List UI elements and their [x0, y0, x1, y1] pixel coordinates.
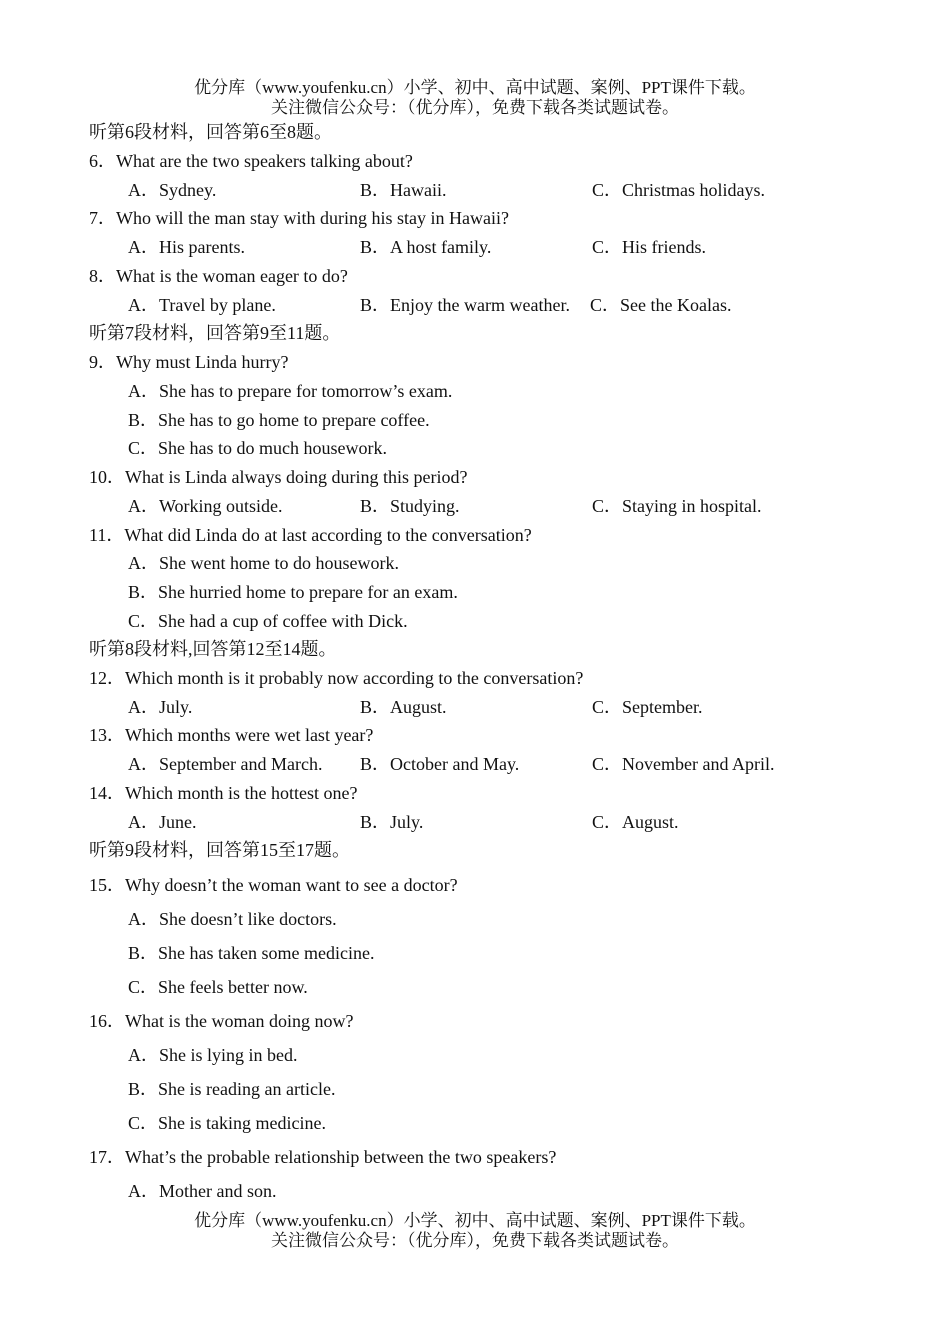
q11-option-a: A．She went home to do housework.: [128, 553, 399, 573]
q14-option-b: B．July.: [360, 812, 424, 832]
q9-option-c: C．She has to do much housework.: [128, 438, 387, 458]
q9-option-b: B．She has to go home to prepare coffee.: [128, 410, 430, 430]
question-9: 9．Why must Linda hurry?: [89, 352, 289, 372]
question-14: 14．Which month is the hottest one?: [89, 783, 358, 803]
q6-option-a: A．Sydney.: [128, 180, 217, 200]
q16-option-c: C．She is taking medicine.: [128, 1113, 326, 1133]
footer-line-2: 关注微信公众号：（优分库），免费下载各类试题试卷。: [271, 1231, 679, 1250]
section-heading-9: 听第9段材料，回答第15至17题。: [89, 840, 350, 860]
q12-option-a: A．July.: [128, 697, 193, 717]
page-footer: [0, 1211, 950, 1251]
section-heading-7: 听第7段材料，回答第9至11题。: [89, 323, 341, 343]
section-heading-6: 听第6段材料，回答第6至8题。: [89, 122, 332, 142]
q13-option-a: A．September and March.: [128, 754, 323, 774]
q15-option-a: A．She doesn’t like doctors.: [128, 909, 337, 929]
q7-option-a: A．His parents.: [128, 237, 245, 257]
q6-option-b: B．Hawaii.: [360, 180, 447, 200]
footer-line-1: 优分库（www.youfenku.cn）小学、初中、高中试题、案例、PPT课件下载。: [194, 1211, 756, 1230]
q11-option-c: C．She had a cup of coffee with Dick.: [128, 611, 408, 631]
q10-option-c: C．Staying in hospital.: [592, 496, 762, 516]
q7-option-c: C．His friends.: [592, 237, 706, 257]
section-heading-8: 听第8段材料,回答第12至14题。: [89, 639, 337, 659]
question-11: 11．What did Linda do at last according to the conversation?: [89, 525, 532, 545]
q13-option-c: C．November and April.: [592, 754, 775, 774]
question-12: 12．Which month is it probably now according to the conversation?: [89, 668, 584, 688]
q17-option-a: A．Mother and son.: [128, 1181, 277, 1201]
q12-option-c: C．September.: [592, 697, 703, 717]
question-13: 13．Which months were wet last year?: [89, 725, 374, 745]
question-6: 6．What are the two speakers talking about?: [89, 151, 413, 171]
question-7: 7．Who will the man stay with during his stay in Hawaii?: [89, 208, 509, 228]
q10-option-b: B．Studying.: [360, 496, 460, 516]
page-header: [0, 78, 950, 118]
q8-option-b: B．Enjoy the warm weather.: [360, 295, 570, 315]
question-16: 16．What is the woman doing now?: [89, 1011, 354, 1031]
q12-option-b: B．August.: [360, 697, 447, 717]
q8-option-a: A．Travel by plane.: [128, 295, 276, 315]
q14-option-c: C．August.: [592, 812, 679, 832]
q6-option-c: C．Christmas holidays.: [592, 180, 766, 200]
question-15: 15．Why doesn’t the woman want to see a doctor?: [89, 875, 458, 895]
q11-option-b: B．She hurried home to prepare for an exam.: [128, 582, 458, 602]
q13-option-b: B．October and May.: [360, 754, 520, 774]
q14-option-a: A．June.: [128, 812, 197, 832]
q15-option-b: B．She has taken some medicine.: [128, 943, 375, 963]
question-8: 8．What is the woman eager to do?: [89, 266, 348, 286]
q8-option-c: C．See the Koalas.: [590, 295, 732, 315]
question-17: 17．What’s the probable relationship between the two speakers?: [89, 1147, 557, 1167]
header-line-2: 关注微信公众号：（优分库），免费下载各类试题试卷。: [271, 98, 679, 117]
q7-option-b: B．A host family.: [360, 237, 492, 257]
header-line-1: 优分库（www.youfenku.cn）小学、初中、高中试题、案例、PPT课件下载。: [194, 78, 756, 97]
q15-option-c: C．She feels better now.: [128, 977, 308, 997]
q9-option-a: A．She has to prepare for tomorrow’s exam.: [128, 381, 453, 401]
q16-option-b: B．She is reading an article.: [128, 1079, 336, 1099]
q10-option-a: A．Working outside.: [128, 496, 283, 516]
q16-option-a: A．She is lying in bed.: [128, 1045, 298, 1065]
question-10: 10．What is Linda always doing during this period?: [89, 467, 468, 487]
